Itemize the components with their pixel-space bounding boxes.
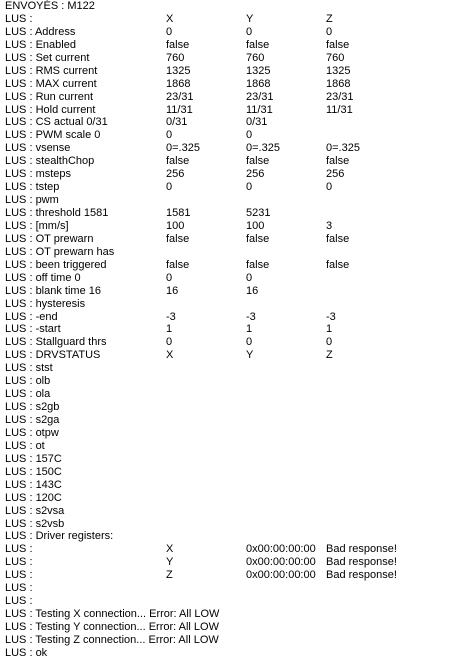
log-line [0, 323, 449, 336]
log-line [0, 375, 449, 388]
log-line-text: LUS : ot [5, 439, 45, 452]
log-line-value: 0=.325 [246, 142, 280, 155]
log-line [0, 233, 449, 246]
log-line-text: LUS : off time 0 [5, 271, 81, 284]
log-line-text: LUS : stealthChop [5, 155, 95, 168]
log-line [0, 91, 449, 104]
log-line [0, 349, 449, 362]
log-line-value: false [246, 232, 270, 245]
log-line-text: LUS : ok [5, 646, 48, 659]
log-line-value: 0/31 [246, 116, 268, 129]
log-line [0, 608, 449, 621]
log-line-value: 0 [166, 129, 173, 142]
log-line [0, 298, 449, 311]
log-line-text: LUS : [5, 556, 33, 569]
log-line [0, 427, 449, 440]
log-line [0, 65, 449, 78]
log-line [0, 220, 449, 233]
log-line-value: 1581 [166, 207, 191, 219]
log-line-value: 0x00:00:00:00 [246, 556, 316, 569]
log-line [0, 530, 449, 543]
log-line-value: 0/31 [166, 116, 188, 129]
log-line-value: 1 [246, 323, 253, 336]
log-line-value: 0x00:00:00:00 [246, 543, 316, 556]
log-line [0, 13, 449, 26]
log-line-text: LUS : 120C [5, 491, 62, 504]
log-line-value: 760 [246, 51, 265, 64]
log-line-value: 256 [166, 168, 185, 181]
log-line-value: 760 [326, 51, 345, 64]
log-line-text: LUS : Testing X connection... Error: All LOW [5, 608, 220, 621]
log-line-value: 0 [246, 271, 253, 284]
log-line-value: Y [246, 12, 254, 25]
log-line-text: LUS : s2ga [5, 414, 60, 426]
log-line-text: LUS : Set current [5, 51, 90, 64]
log-line-value: Bad response! [326, 543, 397, 556]
log-line-text: LUS : s2gb [5, 401, 60, 414]
log-line-value: false [166, 232, 190, 245]
log-line-value: 23/31 [326, 90, 354, 103]
log-line-value: 0 [246, 25, 253, 38]
log-line-value: -3 [166, 310, 176, 323]
log-line [0, 466, 449, 479]
log-line-value: X [166, 12, 174, 25]
log-line-text: ENVOYÉS : M122 [5, 0, 95, 12]
log-line-text: LUS : [5, 543, 33, 556]
log-line [0, 194, 449, 207]
log-line-value: 0 [166, 336, 173, 349]
log-line-text: LUS : blank time 16 [5, 284, 101, 297]
log-line-text: LUS : been triggered [5, 258, 107, 271]
log-line [0, 505, 449, 518]
log-line-value: 0=.325 [326, 142, 360, 155]
log-line-value: false [246, 155, 270, 168]
log-line-text: LUS : [5, 12, 33, 25]
log-line [0, 401, 449, 414]
log-line-text: LUS : [5, 595, 33, 608]
log-line-value: 1 [166, 323, 173, 336]
log-line-text: LUS : 157C [5, 452, 62, 465]
log-line [0, 78, 449, 91]
log-line-text: LUS : otpw [5, 426, 59, 439]
log-line-value: 1868 [246, 77, 271, 90]
log-line-value: 11/31 [326, 103, 353, 116]
log-line-text: LUS : Testing Y connection... Error: All LOW [5, 621, 219, 633]
log-line-text: LUS : s2vsa [5, 504, 65, 517]
log-line-value: 0 [246, 336, 253, 349]
log-line-value: Bad response! [326, 569, 397, 582]
log-line-text: LUS : Enabled [5, 38, 76, 51]
log-line [0, 285, 449, 298]
log-line [0, 0, 449, 13]
log-line-value: 100 [246, 219, 265, 232]
log-line-value: -3 [326, 310, 336, 323]
log-line-value: 0x00:00:00:00 [246, 569, 316, 582]
log-line-text: LUS : CS actual 0/31 [5, 116, 108, 129]
log-line-text: LUS : 150C [5, 465, 62, 478]
log-line-value: 0 [246, 129, 253, 142]
log-line [0, 595, 449, 608]
log-line-value: 0=.325 [166, 142, 200, 155]
log-line-value: 1325 [246, 64, 271, 77]
log-line-value: false [166, 38, 190, 51]
log-line [0, 543, 449, 556]
log-line-text: LUS : Run current [5, 90, 94, 103]
log-line-value: false [166, 258, 190, 271]
log-line-value: 3 [326, 219, 333, 232]
log-line [0, 272, 449, 285]
log-line-text: LUS : -start [5, 323, 61, 336]
log-line-text: LUS : DRVSTATUS [5, 349, 101, 362]
log-line-text: LUS : vsense [5, 142, 71, 155]
log-line-text: LUS : ola [5, 388, 51, 401]
log-line [0, 104, 449, 117]
log-line [0, 647, 449, 660]
log-line-text: LUS : tstep [5, 181, 60, 194]
log-line-value: Z [326, 12, 333, 25]
log-line [0, 556, 449, 569]
log-line-text: LUS : hysteresis [5, 297, 86, 310]
log-line-text: LUS : msteps [5, 168, 72, 181]
log-line [0, 207, 449, 220]
log-line-value: false [326, 155, 350, 168]
log-line-value: X [166, 349, 174, 362]
log-line-value: false [326, 232, 350, 245]
log-line [0, 129, 449, 142]
log-line-value: false [326, 38, 350, 51]
log-line-text: LUS : Hold current [5, 103, 96, 116]
log-line-value: 11/31 [166, 103, 193, 116]
log-line-text: LUS : Address [5, 25, 76, 38]
log-line [0, 52, 449, 65]
log-line-value: 0 [326, 25, 333, 38]
log-line-text: LUS : Driver registers: [5, 530, 114, 543]
log-line-value: 1325 [166, 64, 191, 77]
log-line-text: LUS : Testing Z connection... Error: All LOW [5, 633, 219, 646]
log-line [0, 336, 449, 349]
log-line-text: LUS : MAX current [5, 77, 97, 90]
log-line-value: 11/31 [246, 103, 273, 116]
log-line-value: false [246, 258, 270, 271]
log-line [0, 181, 449, 194]
log-line-value: 1868 [326, 77, 351, 90]
log-line-text: LUS : Stallguard thrs [5, 336, 107, 349]
log-line-value: 16 [246, 284, 259, 297]
log-line-value: -3 [246, 310, 256, 323]
log-line-text: LUS : OT prewarn [5, 232, 94, 245]
log-line-value: 23/31 [246, 90, 274, 103]
log-line-text: LUS : [5, 582, 33, 595]
log-line [0, 155, 449, 168]
log-line-value: X [166, 543, 174, 556]
log-line-value: 5231 [246, 207, 271, 219]
log-line-value: 16 [166, 284, 179, 297]
log-line-value: false [326, 258, 350, 271]
log-line [0, 518, 449, 531]
log-line-value: 256 [246, 168, 265, 181]
log-line-value: 760 [166, 51, 185, 64]
log-line-text: LUS : OT prewarn has [5, 245, 115, 258]
log-line [0, 479, 449, 492]
log-line-text: LUS : s2vsb [5, 517, 65, 530]
log-line [0, 246, 449, 259]
log-line-text: LUS : RMS current [5, 64, 98, 77]
log-line [0, 621, 449, 634]
log-line [0, 39, 449, 52]
log-line [0, 569, 449, 582]
log-line-value: Y [246, 349, 254, 362]
log-line [0, 26, 449, 39]
log-line-value: 1325 [326, 64, 351, 77]
log-line-value: 0 [246, 181, 253, 194]
log-line-value: 1868 [166, 77, 191, 90]
log-line-value: 0 [166, 25, 173, 38]
log-line-value: Z [326, 349, 333, 362]
log-line-text: LUS : [mm/s] [5, 219, 69, 232]
log-line [0, 116, 449, 129]
log-line [0, 440, 449, 453]
log-line [0, 453, 449, 466]
log-line [0, 259, 449, 272]
log-line-value: 256 [326, 168, 345, 181]
log-line [0, 582, 449, 595]
log-line [0, 634, 449, 647]
log-line-value: 0 [166, 271, 173, 284]
log-line-text: LUS : threshold 1581 [5, 207, 109, 219]
log-line-text: LUS : olb [5, 375, 51, 388]
log-line [0, 362, 449, 375]
log-line [0, 388, 449, 401]
log-line-value: 1 [326, 323, 333, 336]
log-line-value: 100 [166, 219, 185, 232]
log-line-value: Z [166, 569, 173, 582]
log-line-value: 0 [166, 181, 173, 194]
log-line-value: Y [166, 556, 174, 569]
log-line [0, 414, 449, 427]
log-line-text: LUS : [5, 569, 33, 582]
log-line-text: LUS : PWM scale 0 [5, 129, 101, 142]
log-line-value: Bad response! [326, 556, 397, 569]
log-line-value: false [246, 38, 270, 51]
log-line-text: LUS : -end [5, 310, 58, 323]
log-line-text: LUS : pwm [5, 194, 59, 207]
log-line-value: 0 [326, 336, 333, 349]
log-line-value: 23/31 [166, 90, 194, 103]
log-line-text: LUS : stst [5, 362, 53, 375]
log-line-text: LUS : 143C [5, 478, 62, 491]
log-line [0, 142, 449, 155]
log-line [0, 311, 449, 324]
log-line [0, 168, 449, 181]
log-line [0, 492, 449, 505]
log-line-value: 0 [326, 181, 333, 194]
log-line-value: false [166, 155, 190, 168]
